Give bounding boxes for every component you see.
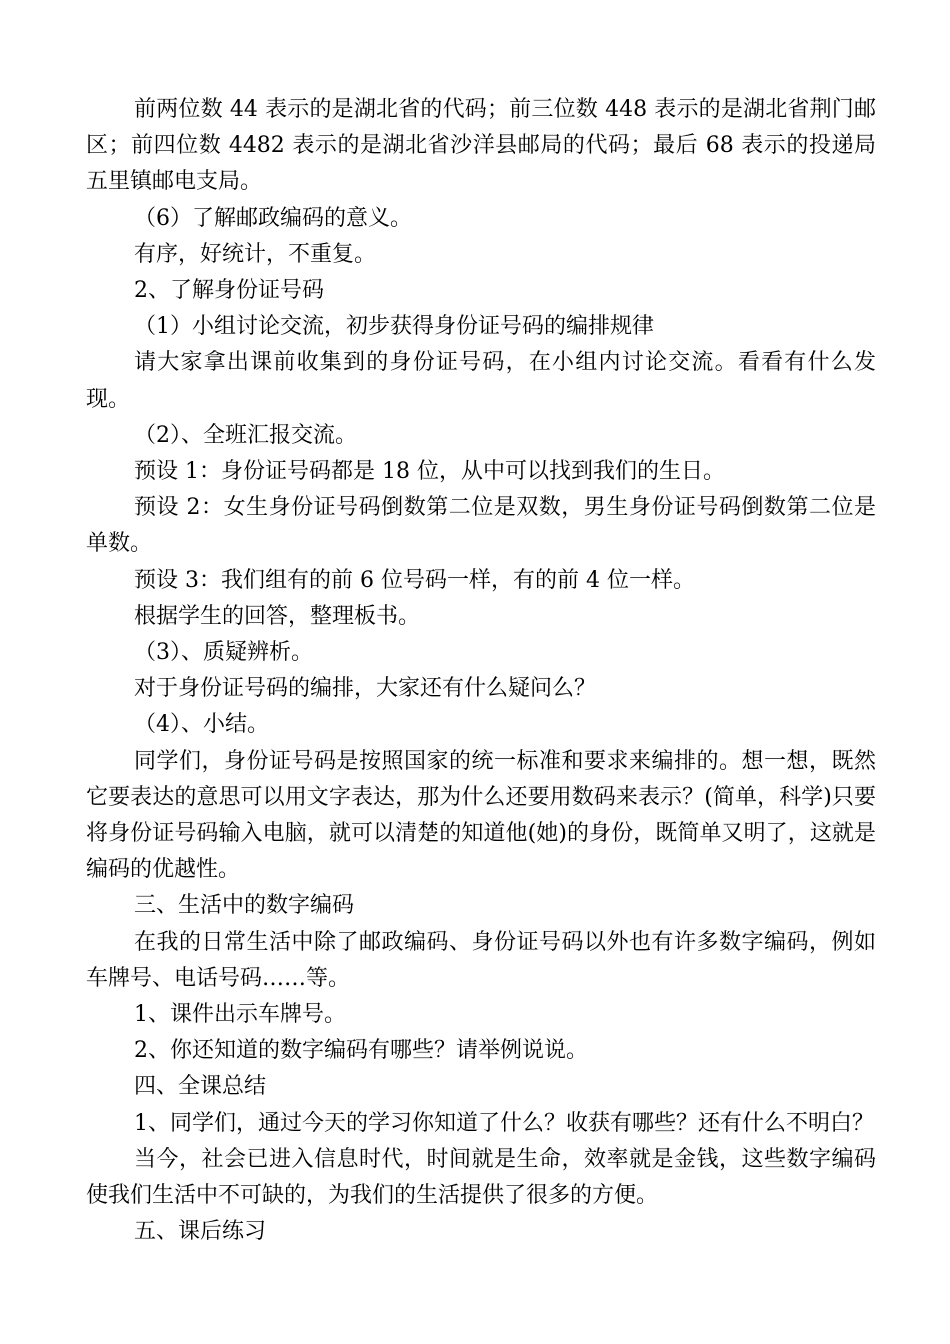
section-heading-homework: 五、课后练习 [134, 1219, 267, 1245]
paragraph-daily-codes: 在我的日常生活中除了邮政编码、身份证号码以外也有许多数字编码，例如车牌号、电话号码……等。 [86, 929, 876, 991]
section-heading-id-number: 2、了解身份证号码 [134, 278, 324, 304]
paragraph-step-4: （4）、小结。 [134, 712, 269, 738]
paragraph-summary: 同学们，身份证号码是按照国家的统一标准和要求来编排的。想一想，既然它要表达的意思可以用文字表达，那为什么还要用数码来表示？(简单，科学)只要将身份证号码输入电脑，就可以清楚的知道他(她)的身份，既简单又明了，这就是编码的优越性。 [86, 748, 876, 883]
paragraph-question: 对于身份证号码的编排，大家还有什么疑问么？ [134, 676, 597, 702]
paragraph-license-plate: 1、课件出示车牌号。 [134, 1002, 346, 1028]
paragraph-preset-3: 预设 3：我们组有的前 6 位号码一样，有的前 4 位一样。 [134, 567, 695, 593]
paragraph-preset-2: 预设 2：女生身份证号码倒数第二位是双数，男生身份证号码倒数第二位是单数。 [86, 495, 876, 557]
paragraph-step-6: （6）了解邮政编码的意义。 [134, 205, 412, 231]
paragraph-step-2: （2）、全班汇报交流。 [134, 422, 357, 448]
paragraph-reflection: 1、同学们，通过今天的学习你知道了什么？收获有哪些？还有什么不明白？ [134, 1110, 874, 1136]
paragraph-preset-1: 预设 1：身份证号码都是 18 位，从中可以找到我们的生日。 [134, 459, 725, 485]
document-body [86, 92, 876, 1251]
paragraph-meaning: 有序，好统计，不重复。 [134, 241, 377, 267]
paragraph-instruction: 请大家拿出课前收集到的身份证号码，在小组内讨论交流。看看有什么发现。 [86, 350, 876, 412]
paragraph-examples: 2、你还知道的数字编码有哪些？请举例说说。 [134, 1038, 588, 1064]
paragraph-board-notes: 根据学生的回答，整理板书。 [134, 603, 421, 629]
section-heading-lesson-summary: 四、全课总结 [134, 1074, 267, 1100]
paragraph-information-age: 当今，社会已进入信息时代，时间就是生命，效率就是金钱，这些数字编码使我们生活中不可缺的，为我们的生活提供了很多的方便。 [86, 1146, 876, 1209]
paragraph-postal-code-breakdown: 前两位数 44 表示的是湖北省的代码；前三位数 448 表示的是湖北省荆门邮区；前四位数 4482 表示的是湖北省沙洋县邮局的代码；最后 68 表示的投递局五里镇邮电支局。 [86, 97, 876, 195]
section-heading-daily-codes: 三、生活中的数字编码 [134, 893, 355, 919]
paragraph-step-3: （3）、质疑辨析。 [134, 640, 313, 666]
paragraph-step-1: （1）小组讨论交流，初步获得身份证号码的编排规律 [134, 314, 654, 340]
